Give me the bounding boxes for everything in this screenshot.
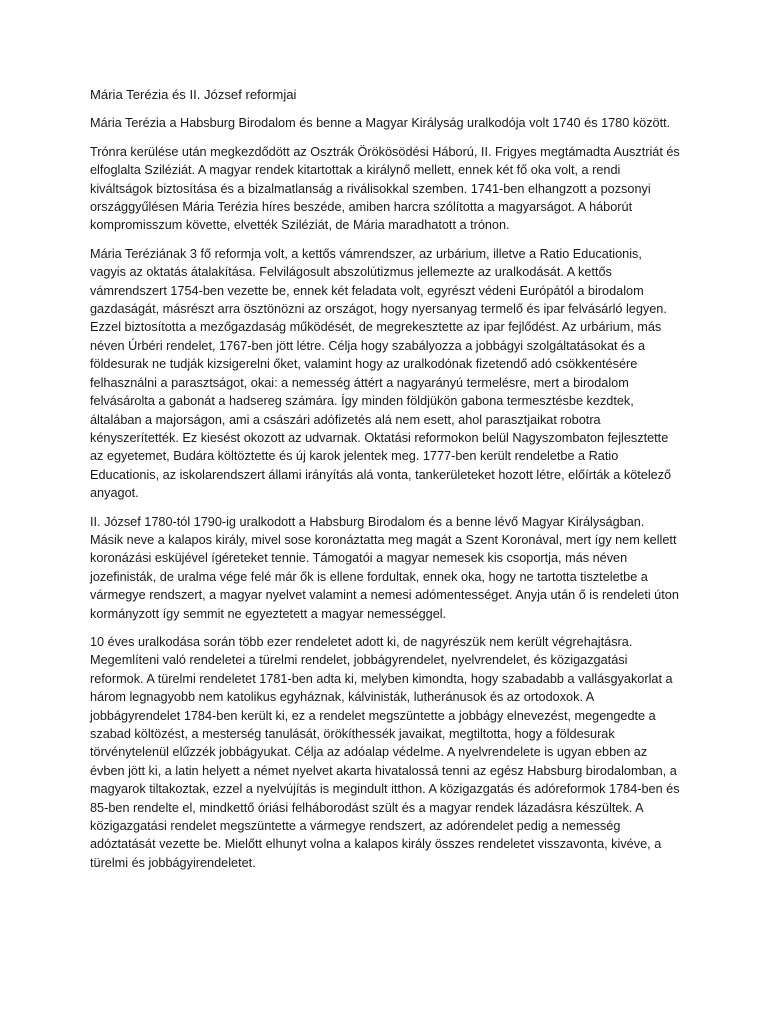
paragraph-joseph-ii-decrees: 10 éves uralkodása során több ezer rendeletet adott ki, de nagyrészük nem került végrehajtásra. Megemlíteni való rendeletei a türelmi rendelet, jobbágyrendelet, nyelvrendelet, és közigazgatási reformok. A türelmi rendeletet 1781-ben adta ki, melyben kimondta, hogy szabadabb a vallásgyakorlat a három legnagyobb nem katolikus egyháznak, kálvinisták, lutheránusok és az ortodoxok. A jobbágyrendelet 1784-ben került ki, ez a rendelet megszüntette a jobbágy elnevezést, megengedte a szabad költözést, a mesterség tanulását, örökíthessék javaikat, megtiltotta, hogy a földesurak törvénytelenül elűzzék jobbágyukat. Célja az adóalap védelme. A nyelvrendelete is ugyan ebben az évben jött ki, a latin helyett a német nyelvet akarta hivatalossá tenni az egész Habsburg birodalomban, a magyarok tiltakoztak, ezzel a nyelvújítás is megindult itthon. A közigazgatás és adóreformok 1784-ben és 85-ben rendelte el, mindkettő óriási felháborodást szült és a magyar rendek lázadásra készültek. A közigazgatási rendelet megszüntette a vármegye rendszert, az adórendelet pedig a nemesség adóztatását vezette be. Mielőtt elhunyt volna a kalapos király összes rendeletet visszavonta, kivéve, a türelmi és jobbágyirendeletet.	[90, 634, 680, 870]
document-title: Mária Terézia és II. József reformjai	[90, 87, 297, 102]
paragraph-joseph-ii: II. József 1780-tól 1790-ig uralkodott a Habsburg Birodalom és a benne lévő Magyar Királyságban. Másik neve a kalapos király, mivel sose koronáztatta meg magát a Szent Koronával, mert így nem kellett koronázási esküjével ígéreteket tennie. Támogatói a magyar nemesek kis csoportja, más néven jozefinisták, de uralma vége felé már ők is ellene fordultak, ennek oka, hogy ne tartotta tiszteletbe a vármegye rendszert, a magyar nyelvet valamint a nemesi adómentességet. Anyja után ő is rendeleti úton kormányzott így semmit ne egyeztetett a magyar nemességgel.	[90, 514, 679, 621]
document-page	[90, 86, 680, 882]
paragraph-intro: Mária Terézia a Habsburg Birodalom és benne a Magyar Királyság uralkodója volt 1740 és 1780 között.	[90, 116, 671, 131]
paragraph-succession-war: Trónra kerülése után megkezdődött az Osztrák Örökösödési Háború, II. Frigyes megtámadta Ausztriát és elfoglalta Sziléziát. A magyar rendek kitartottak a királynő mellett, ennek két fő oka volt, a rendi kiváltságok biztosítása és a bizalmatlanság a riválisokkal szemben. 1741-ben elhangzott a pozsonyi országgyűlésen Mária Terézia híres beszéde, amiben harcra szólította a magyarságot. A háborút kompromisszum követte, elvették Sziléziát, de Mária maradhatott a trónon.	[90, 144, 680, 233]
paragraph-maria-theresa-reforms: Mária Teréziának 3 fő reformja volt, a kettős vámrendszer, az urbárium, illetve a Ratio Educationis, vagyis az oktatás átalakítása. Felvilágosult abszolútizmus jellemezte az uralkodását. A kettős vámrendszert 1754-ben vezette be, ennek két feladata volt, egyrészt védeni Európától a birodalom gazdaságát, másrészt arra ösztönözni az országot, hogy nyersanyag termelő és ipar felvásárló legyen. Ezzel biztosította a mezőgazdaság működését, de megrekesztette az ipar fejlődést. Az urbárium, más néven Úrbéri rendelet, 1767-ben jött létre. Célja hogy szabályozza a jobbágyi szolgáltatásokat és a földesurak ne tudják kizsigerelni őket, valamint hogy az uralkodónak fizetendő adó csökkentésére felhasználni a parasztságot, okai: a nemesség áttért a nagyarányú termelésre, mert a birodalom felvásárolta a gabonát a hadsereg számára. Így minden földjükön gabona termesztésbe kezdtek, általában a majorságon, ami a császári adófizetés alá nem esett, ahol parasztjaikat robotra kényszerítették. Ez kiesést okozott az udvarnak. Oktatási reformokon belül Nagyszombaton fejlesztette az egyetemet, Budára költöztette és új karok jelentek meg. 1777-ben került rendeletbe a Ratio Educationis, az iskolarendszert állami irányítás alá vonta, tankerületeket hozott létre, előírták a kötelező anyagot.	[90, 246, 672, 501]
